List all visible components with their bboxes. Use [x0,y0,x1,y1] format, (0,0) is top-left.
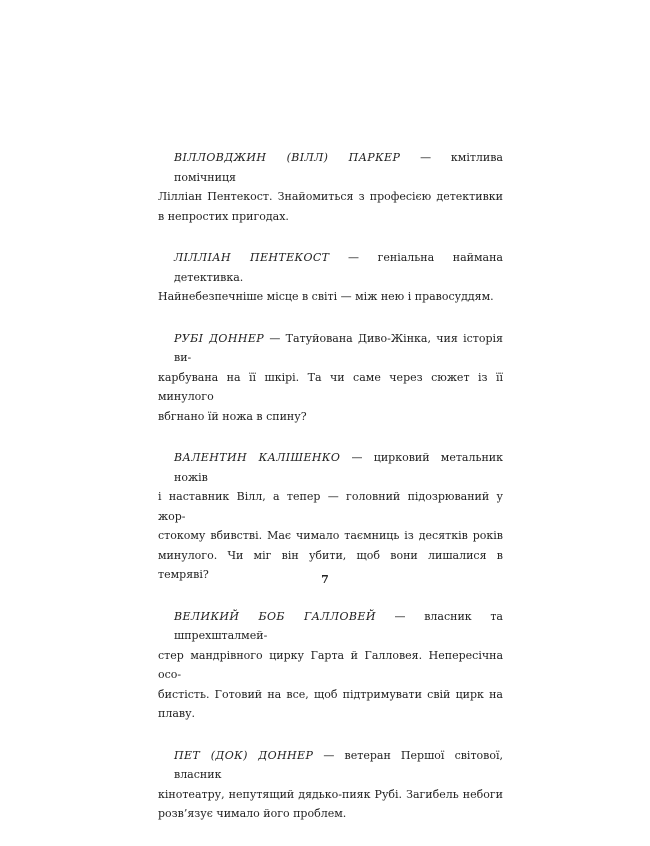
character-description-line: розв’язує чимало його проблем. [158,807,347,820]
page-number: 7 [321,573,329,586]
character-description-line: — Татуйована Диво-Жінка, чия історія ви- [174,331,503,364]
character-description-line: в непростих пригодах. [158,209,289,223]
character-description-line: — геніальна наймана детективка. [174,251,503,284]
character-description-line: — власник та шпрехшталмей- [174,609,503,642]
character-description-line: карбувана на її шкірі. Та чи саме через сюжет із її минулого [158,370,503,403]
character-description-line: Лілліан Пентекост. Знайомиться з професією детективки [158,190,503,203]
character-entry-lillian-pentecost [158,248,503,307]
character-name: ВІЛЛОВДЖИН (ВІЛЛ) ПАРКЕР [174,151,401,164]
character-description-line: і наставник Вілл, а тепер — головний підозрюваний у жор- [158,490,503,523]
character-name: РУБІ ДОННЕР [174,331,265,345]
character-description-line: стер мандрівного цирку Гарта й Галловея. Непересічна осо- [158,648,503,681]
character-entry-pat-doc-donner [158,746,503,824]
character-description-line: — ветеран Першої світової, власник [174,748,503,781]
character-description-line: вбгнано їй ножа в спину? [158,409,307,423]
character-description-line: — цирковий метальник ножів [174,451,504,484]
character-entry-valentin-kalishenko [158,448,503,585]
character-description-line: Найнебезпечніше місце в світі — між нею і правосуддям. [158,290,494,303]
character-entry-big-bob-galloway [158,607,503,724]
character-entry-ruby-donner [158,329,503,427]
character-description-line: стокому вбивстві. Має чимало таємниць із десятків років [158,529,503,542]
character-name: ПЕТ (ДОК) ДОННЕР [174,748,314,762]
character-description-line: минулого. Чи міг він убити, щоб вони лишалися в темряві? [158,548,503,581]
character-entry-will-parker [158,148,503,226]
character-description-line: — кмітлива помічниця [174,151,503,184]
character-name: ВАЛЕНТИН КАЛІШЕНКО [174,451,341,464]
character-name: ВЕЛИКИЙ БОБ ГАЛЛОВЕЙ [174,609,376,623]
character-description-line: кінотеатру, непутящий дядько-пияк Рубі. Загибель небоги [158,787,503,801]
character-list [158,148,503,846]
character-name: ЛІЛЛІАН ПЕНТЕКОСТ [174,251,330,264]
character-description-line: бистість. Готовий на все, щоб підтримувати свій цирк на плаву. [158,687,503,720]
